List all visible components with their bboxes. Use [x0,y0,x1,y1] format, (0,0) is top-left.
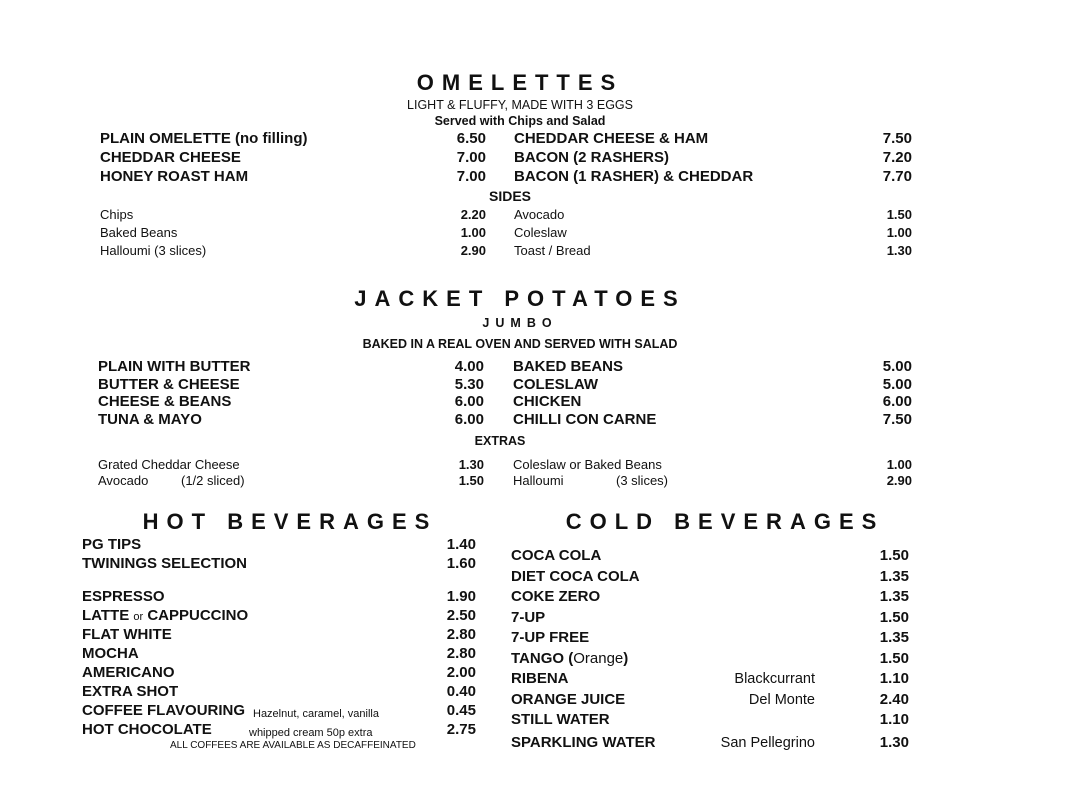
item-price: 1.00 [886,457,912,472]
list-item [511,734,911,752]
item-name: TWININGS SELECTION [82,555,247,572]
list-item [511,609,911,627]
item-price: 6.00 [454,393,484,410]
list-item [514,224,914,242]
item-price: 2.20 [460,207,486,222]
item-price: 7.50 [882,130,912,147]
item-name: RIBENA [511,670,569,687]
list-item [514,130,914,148]
item-name: HOT CHOCOLATE [82,721,212,738]
list-item [511,670,911,688]
item-name: STILL WATER [511,711,610,728]
omelettes-served: Served with Chips and Salad [434,114,606,128]
item-name: BACON (1 RASHER) & CHEDDAR [514,168,754,185]
item-price: 1.35 [879,588,909,605]
list-item [511,650,911,668]
list-item [98,411,486,429]
list-item [98,472,486,490]
item-name: Coleslaw or Baked Beans [513,457,662,472]
omelettes-right-list [514,130,914,190]
item-price: 2.50 [446,607,476,624]
item-price: 1.60 [446,555,476,572]
list-item [82,536,478,554]
jacket-jumbo: JUMBO [482,316,558,330]
list-item [514,206,914,224]
item-price: 5.00 [882,358,912,375]
list-item [82,588,478,606]
item-price: 1.00 [460,225,486,240]
item-name: Coleslaw [514,225,567,240]
item-price: 1.40 [446,536,476,553]
item-price: 2.40 [879,690,909,708]
list-item [100,206,488,224]
item-price: 1.90 [446,588,476,605]
jacket-right-list [513,358,914,432]
item-detail: (3 slices) [616,473,669,488]
extras-left-list [98,456,486,492]
list-item [514,149,914,167]
item-note: San Pellegrino [720,735,815,751]
list-item [513,393,914,411]
list-item [82,645,478,663]
item-price: 0.40 [446,683,476,700]
item-name: Avocado [514,207,565,222]
item-price: 1.10 [879,670,909,687]
item-name: BUTTER & CHEESE [98,375,240,393]
list-item [514,168,914,186]
list-item [100,224,488,242]
list-item [513,472,914,490]
item-price: 1.30 [458,457,484,472]
item-name: Halloumi (3 slices) [100,243,207,258]
item-price: 1.50 [458,473,484,488]
list-item [100,149,488,167]
item-name-part: ) [623,649,629,667]
extras-title: EXTRAS [474,434,526,448]
item-price: 2.00 [446,664,476,681]
item-price: 7.50 [882,410,912,428]
item-name: HONEY ROAST HAM [100,168,249,185]
item-price: 1.30 [879,734,909,751]
list-item [100,130,488,148]
item-price: 0.45 [446,702,476,719]
item-note: Blackcurrant [734,671,815,687]
item-name: CHICKEN [513,393,582,410]
sides-title: SIDES [488,188,531,204]
item-price: 5.30 [454,375,484,393]
item-price: 7.00 [456,168,486,185]
item-name: COCA COLA [511,547,602,564]
item-price: 1.50 [879,547,909,564]
list-item [511,547,911,565]
omelettes-left-list [100,130,488,190]
item-name: COFFEE FLAVOURING [82,702,246,719]
item-note: Del Monte [748,691,815,708]
item-name: Chips [100,207,134,222]
omelettes-subtitle: LIGHT & FLUFFY, MADE WITH 3 EGGS [407,98,633,112]
item-price: 2.80 [446,626,476,643]
jacket-left-list [98,358,486,432]
list-item [514,242,914,260]
item-name: COLESLAW [513,375,598,393]
item-name [82,607,248,627]
list-item [82,683,478,701]
item-name-part: CAPPUCCINO [147,607,249,624]
hot-beverages-title: HOT BEVERAGES [142,509,438,534]
list-item [98,393,486,411]
list-item [511,691,911,709]
item-price: 1.50 [879,608,909,626]
item-name: BACON (2 RASHERS) [514,149,670,166]
item-price: 1.30 [886,243,912,258]
item-name: CHEDDAR CHEESE & HAM [514,130,709,147]
list-item [513,358,914,376]
item-name: PG TIPS [82,536,142,553]
item-price: 5.00 [882,375,912,393]
item-price: 4.00 [454,358,484,375]
item-name-or: or [133,611,144,623]
cold-beverages-title: COLD BEVERAGES [565,509,885,534]
item-price: 2.90 [460,243,486,258]
cold-beverages-list [511,547,911,757]
item-name: ESPRESSO [82,588,165,605]
list-item [82,626,478,644]
list-item [513,411,914,429]
list-item [82,555,478,573]
list-item [513,376,914,394]
omelettes-title: OMELETTES [416,70,624,95]
item-price: 1.10 [879,711,909,728]
list-item [100,242,488,260]
item-name: COKE ZERO [511,588,601,605]
item-name: CHILLI CON CARNE [513,410,657,428]
item-name: TUNA & MAYO [98,410,202,428]
list-item [100,168,488,186]
item-detail: (1/2 sliced) [181,473,245,488]
item-price: 1.50 [886,207,912,222]
item-name: 7-UP FREE [511,629,590,646]
item-name: SPARKLING WATER [511,734,656,751]
item-name: 7-UP [511,608,546,626]
sides-left-list [100,206,488,262]
item-name-part: Orange [573,649,624,667]
item-name: AMERICANO [82,664,175,681]
item-name: FLAT WHITE [82,626,172,643]
item-price: 1.35 [879,567,909,585]
list-item [82,607,478,625]
item-price: 6.50 [456,130,486,147]
item-price: 1.00 [886,225,912,240]
item-note: whipped cream 50p extra [249,727,373,739]
list-item [82,702,478,720]
item-name: Baked Beans [100,225,178,240]
item-name: Halloumi [513,473,564,488]
item-name: Toast / Bread [514,243,591,258]
item-name: MOCHA [82,645,139,662]
item-price: 1.50 [879,649,909,667]
item-name: CHEESE & BEANS [98,393,232,410]
list-item [511,629,911,647]
item-name: ORANGE JUICE [511,690,626,708]
item-name: BAKED BEANS [513,358,624,375]
item-name: PLAIN WITH BUTTER [98,358,251,375]
item-price: 6.00 [454,410,484,428]
item-note: Hazelnut, caramel, vanilla [253,708,379,720]
item-name: CHEDDAR CHEESE [100,149,241,166]
item-price: 7.20 [882,149,912,166]
list-item [511,568,911,586]
list-item [98,358,486,376]
item-name: PLAIN OMELETTE (no filling) [100,130,308,147]
item-name: DIET COCA COLA [511,567,640,585]
extras-right-list [513,456,914,492]
jacket-subtitle: BAKED IN A REAL OVEN AND SERVED WITH SALAD [362,337,678,351]
list-item [82,664,478,682]
item-name-part: TANGO ( [511,649,574,667]
item-price: 2.80 [446,645,476,662]
jacket-title: JACKET POTATOES [354,286,686,311]
item-price: 2.90 [886,473,912,488]
item-price: 7.70 [882,168,912,185]
item-price: 2.75 [446,721,476,738]
item-price: 7.00 [456,149,486,166]
item-name: EXTRA SHOT [82,683,179,700]
hot-beverages-list [82,536,478,739]
list-item [82,721,478,739]
list-item [511,588,911,606]
item-price: 1.35 [879,629,909,646]
list-item [511,711,911,729]
item-name: Avocado [98,473,149,488]
item-name: Grated Cheddar Cheese [98,457,240,472]
list-item [98,376,486,394]
item-name-part: LATTE [82,607,130,624]
sides-right-list [514,206,914,262]
item-price: 6.00 [882,393,912,410]
hot-beverages-footer: ALL COFFEES ARE AVAILABLE AS DECAFFEINATED [170,740,416,751]
item-name [511,650,628,669]
